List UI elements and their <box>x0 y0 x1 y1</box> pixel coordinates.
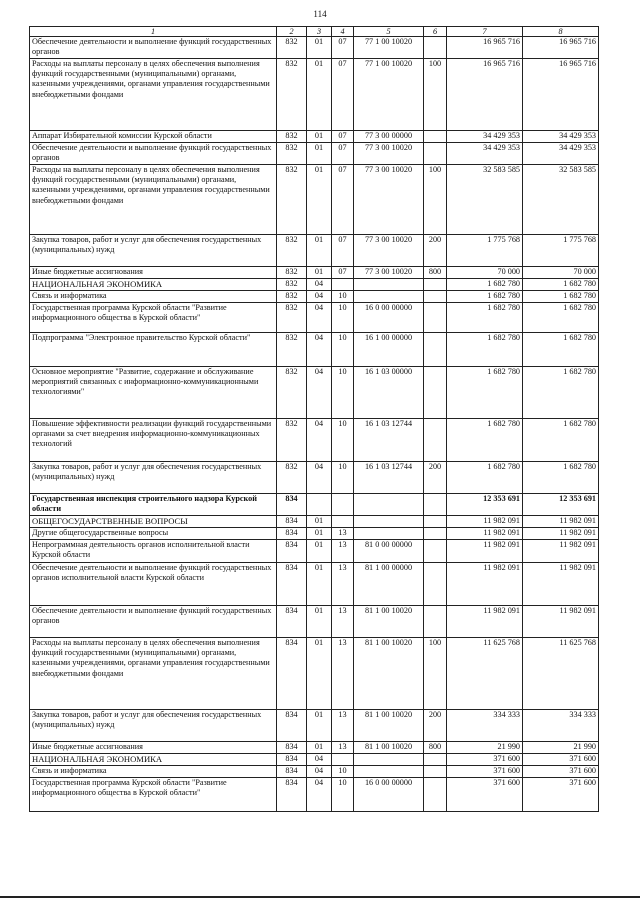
row-value-cell: 77 3 00 10020 <box>354 143 424 165</box>
row-name-cell: Расходы на выплаты персоналу в целях обеспечения выполнения функций государственными (муниципальными) органами, казенными учреждениями, органами управления государственными внебюджетными фондами <box>30 59 277 131</box>
row-value-cell: 16 1 03 12744 <box>354 419 424 462</box>
row-value-cell: 11 982 091 <box>523 563 599 606</box>
row-value-cell: 100 <box>424 165 447 235</box>
row-value-cell: 11 982 091 <box>447 540 523 563</box>
row-value-cell: 13 <box>332 540 354 563</box>
table-row <box>30 367 599 419</box>
row-value-cell: 11 982 091 <box>523 516 599 528</box>
row-value-cell <box>424 766 447 778</box>
row-name-cell: Основное мероприятие "Развитие, содержание и обслуживание мероприятий связанных с информационно-коммуникационными технологиями" <box>30 367 277 419</box>
row-value-cell: 334 333 <box>447 710 523 742</box>
row-value-cell: 81 1 00 10020 <box>354 710 424 742</box>
row-value-cell <box>354 516 424 528</box>
table-row <box>30 710 599 742</box>
row-value-cell: 77 3 00 10020 <box>354 165 424 235</box>
row-value-cell <box>424 143 447 165</box>
row-value-cell: 832 <box>277 367 307 419</box>
row-value-cell <box>354 291 424 303</box>
table-row <box>30 778 599 812</box>
row-value-cell: 04 <box>307 367 332 419</box>
row-name-cell: Обеспечение деятельности и выполнение функций государственных органов <box>30 606 277 638</box>
row-value-cell: 800 <box>424 742 447 754</box>
row-value-cell <box>424 606 447 638</box>
table-row <box>30 165 599 235</box>
row-value-cell <box>424 37 447 59</box>
row-name-cell: Аппарат Избирательной комиссии Курской области <box>30 131 277 143</box>
row-value-cell <box>332 754 354 766</box>
row-name-cell: НАЦИОНАЛЬНАЯ ЭКОНОМИКА <box>30 754 277 766</box>
table-row <box>30 540 599 563</box>
row-name-cell: НАЦИОНАЛЬНАЯ ЭКОНОМИКА <box>30 279 277 291</box>
row-value-cell: 832 <box>277 267 307 279</box>
row-value-cell: 100 <box>424 59 447 131</box>
row-value-cell: 13 <box>332 742 354 754</box>
row-value-cell: 834 <box>277 494 307 516</box>
row-value-cell: 11 982 091 <box>523 606 599 638</box>
row-value-cell: 16 965 716 <box>447 59 523 131</box>
row-value-cell: 200 <box>424 710 447 742</box>
row-value-cell: 01 <box>307 540 332 563</box>
row-value-cell: 04 <box>307 778 332 812</box>
table-row <box>30 279 599 291</box>
row-value-cell: 70 000 <box>447 267 523 279</box>
row-value-cell: 1 682 780 <box>447 291 523 303</box>
row-name-cell: Подпрограмма "Электронное правительство Курской области" <box>30 333 277 367</box>
bottom-rule <box>0 896 640 898</box>
row-value-cell: 11 982 091 <box>447 516 523 528</box>
row-value-cell: 16 965 716 <box>523 37 599 59</box>
column-header: 8 <box>523 27 599 37</box>
row-value-cell: 21 990 <box>447 742 523 754</box>
column-header: 1 <box>30 27 277 37</box>
row-value-cell <box>424 528 447 540</box>
row-value-cell: 16 1 00 00000 <box>354 333 424 367</box>
table-row <box>30 494 599 516</box>
table-row <box>30 291 599 303</box>
row-value-cell <box>354 528 424 540</box>
row-value-cell: 16 0 00 00000 <box>354 778 424 812</box>
row-value-cell <box>424 419 447 462</box>
row-value-cell: 07 <box>332 131 354 143</box>
row-value-cell <box>424 333 447 367</box>
header-row <box>30 27 599 37</box>
row-name-cell: Закупка товаров, работ и услуг для обеспечения государственных (муниципальных) нужд <box>30 462 277 494</box>
row-value-cell: 81 1 00 10020 <box>354 606 424 638</box>
row-value-cell: 832 <box>277 235 307 267</box>
row-value-cell: 832 <box>277 165 307 235</box>
table-row <box>30 462 599 494</box>
row-value-cell: 1 682 780 <box>447 333 523 367</box>
row-value-cell <box>354 494 424 516</box>
row-value-cell <box>424 516 447 528</box>
row-value-cell: 04 <box>307 333 332 367</box>
row-value-cell: 13 <box>332 710 354 742</box>
row-value-cell: 1 682 780 <box>447 367 523 419</box>
row-value-cell: 01 <box>307 235 332 267</box>
row-value-cell <box>332 494 354 516</box>
row-value-cell: 832 <box>277 333 307 367</box>
row-value-cell: 1 682 780 <box>523 462 599 494</box>
row-value-cell: 800 <box>424 267 447 279</box>
row-value-cell: 11 982 091 <box>523 528 599 540</box>
row-name-cell: Другие общегосударственные вопросы <box>30 528 277 540</box>
budget-table <box>29 26 599 812</box>
row-value-cell: 10 <box>332 303 354 333</box>
row-value-cell: 834 <box>277 563 307 606</box>
row-value-cell: 832 <box>277 462 307 494</box>
row-name-cell: Повышение эффективности реализации функций государственными органами за счет внедрения информационно-коммуникационных технологий <box>30 419 277 462</box>
row-value-cell <box>424 563 447 606</box>
row-name-cell: Иные бюджетные ассигнования <box>30 267 277 279</box>
row-value-cell: 11 625 768 <box>523 638 599 710</box>
row-value-cell: 70 000 <box>523 267 599 279</box>
table-row <box>30 563 599 606</box>
row-value-cell: 200 <box>424 235 447 267</box>
row-name-cell: Обеспечение деятельности и выполнение функций государственных органов <box>30 143 277 165</box>
row-name-cell: Государственная программа Курской области "Развитие информационного общества в Курской области" <box>30 303 277 333</box>
table-row <box>30 131 599 143</box>
row-value-cell <box>424 303 447 333</box>
row-value-cell: 832 <box>277 303 307 333</box>
row-value-cell: 16 965 716 <box>447 37 523 59</box>
row-value-cell: 1 775 768 <box>523 235 599 267</box>
row-value-cell: 11 982 091 <box>447 528 523 540</box>
row-value-cell: 10 <box>332 778 354 812</box>
table-row <box>30 37 599 59</box>
row-value-cell: 01 <box>307 267 332 279</box>
row-value-cell <box>424 279 447 291</box>
row-name-cell: Непрограммная деятельность органов исполнительной власти Курской области <box>30 540 277 563</box>
row-value-cell: 10 <box>332 291 354 303</box>
row-value-cell: 04 <box>307 462 332 494</box>
row-value-cell: 01 <box>307 563 332 606</box>
row-name-cell: Связь и информатика <box>30 766 277 778</box>
row-value-cell: 77 3 00 10020 <box>354 235 424 267</box>
row-value-cell: 371 600 <box>523 778 599 812</box>
row-name-cell: Обеспечение деятельности и выполнение функций государственных органов <box>30 37 277 59</box>
row-value-cell: 12 353 691 <box>523 494 599 516</box>
row-value-cell: 01 <box>307 638 332 710</box>
row-name-cell: Обеспечение деятельности и выполнение функций государственных органов исполнительной власти Курской области <box>30 563 277 606</box>
row-value-cell: 832 <box>277 59 307 131</box>
row-value-cell: 11 982 091 <box>447 606 523 638</box>
table-row <box>30 303 599 333</box>
row-value-cell: 34 429 353 <box>447 143 523 165</box>
row-value-cell: 07 <box>332 267 354 279</box>
row-value-cell: 100 <box>424 638 447 710</box>
row-value-cell: 13 <box>332 638 354 710</box>
row-value-cell: 01 <box>307 710 332 742</box>
row-value-cell: 10 <box>332 766 354 778</box>
row-value-cell: 334 333 <box>523 710 599 742</box>
row-name-cell: Расходы на выплаты персоналу в целях обеспечения выполнения функций государственными (муниципальными) органами, казенными учреждениями, органами управления государственными внебюджетными фондами <box>30 165 277 235</box>
row-value-cell: 16 0 00 00000 <box>354 303 424 333</box>
page-number: 114 <box>313 9 327 19</box>
table-row <box>30 235 599 267</box>
row-name-cell: Государственная программа Курской области "Развитие информационного общества в Курской области" <box>30 778 277 812</box>
row-value-cell: 12 353 691 <box>447 494 523 516</box>
row-value-cell: 832 <box>277 419 307 462</box>
row-value-cell: 834 <box>277 742 307 754</box>
row-value-cell: 04 <box>307 303 332 333</box>
row-value-cell: 10 <box>332 367 354 419</box>
row-value-cell: 10 <box>332 333 354 367</box>
row-value-cell: 832 <box>277 291 307 303</box>
row-name-cell: Закупка товаров, работ и услуг для обеспечения государственных (муниципальных) нужд <box>30 235 277 267</box>
table-row <box>30 638 599 710</box>
row-value-cell: 16 1 03 12744 <box>354 462 424 494</box>
table-row <box>30 267 599 279</box>
table-row <box>30 143 599 165</box>
row-value-cell: 10 <box>332 462 354 494</box>
row-value-cell: 07 <box>332 165 354 235</box>
row-value-cell: 834 <box>277 528 307 540</box>
table-row <box>30 419 599 462</box>
row-value-cell: 11 982 091 <box>523 540 599 563</box>
row-value-cell: 01 <box>307 606 332 638</box>
column-header: 7 <box>447 27 523 37</box>
table-row <box>30 516 599 528</box>
row-value-cell <box>424 131 447 143</box>
row-value-cell: 81 1 00 10020 <box>354 638 424 710</box>
row-value-cell: 34 429 353 <box>523 143 599 165</box>
row-value-cell: 371 600 <box>447 778 523 812</box>
row-value-cell: 04 <box>307 279 332 291</box>
row-value-cell: 01 <box>307 59 332 131</box>
row-value-cell: 34 429 353 <box>447 131 523 143</box>
row-value-cell: 01 <box>307 37 332 59</box>
row-value-cell <box>332 516 354 528</box>
row-value-cell: 34 429 353 <box>523 131 599 143</box>
row-value-cell: 04 <box>307 291 332 303</box>
row-value-cell <box>424 494 447 516</box>
row-name-cell: Государственная инспекция строительного надзора Курской области <box>30 494 277 516</box>
row-value-cell <box>354 766 424 778</box>
row-value-cell: 77 3 00 10020 <box>354 267 424 279</box>
row-value-cell: 13 <box>332 528 354 540</box>
row-value-cell: 01 <box>307 742 332 754</box>
row-value-cell: 1 682 780 <box>447 279 523 291</box>
row-value-cell: 07 <box>332 59 354 131</box>
column-header: 2 <box>277 27 307 37</box>
table-row <box>30 333 599 367</box>
column-header: 4 <box>332 27 354 37</box>
column-header: 6 <box>424 27 447 37</box>
row-value-cell <box>424 540 447 563</box>
row-value-cell: 371 600 <box>523 766 599 778</box>
row-value-cell: 834 <box>277 516 307 528</box>
row-value-cell: 1 682 780 <box>447 419 523 462</box>
row-value-cell: 07 <box>332 143 354 165</box>
row-value-cell <box>424 754 447 766</box>
row-value-cell: 1 682 780 <box>523 419 599 462</box>
row-value-cell: 07 <box>332 235 354 267</box>
row-value-cell: 77 1 00 10020 <box>354 59 424 131</box>
row-value-cell: 834 <box>277 710 307 742</box>
row-value-cell <box>424 367 447 419</box>
row-value-cell: 13 <box>332 563 354 606</box>
row-value-cell: 01 <box>307 165 332 235</box>
row-value-cell: 13 <box>332 606 354 638</box>
row-value-cell: 371 600 <box>447 766 523 778</box>
table-row <box>30 59 599 131</box>
row-value-cell: 834 <box>277 606 307 638</box>
row-value-cell: 1 682 780 <box>447 462 523 494</box>
row-value-cell <box>354 279 424 291</box>
row-value-cell: 834 <box>277 754 307 766</box>
row-value-cell: 832 <box>277 131 307 143</box>
row-value-cell: 1 682 780 <box>523 279 599 291</box>
row-value-cell: 10 <box>332 419 354 462</box>
row-value-cell: 21 990 <box>523 742 599 754</box>
row-name-cell: Расходы на выплаты персоналу в целях обеспечения выполнения функций государственными (муниципальными) органами, казенными учреждениями, органами управления государственными внебюджетными фондами <box>30 638 277 710</box>
row-value-cell: 04 <box>307 419 332 462</box>
row-value-cell: 81 0 00 00000 <box>354 540 424 563</box>
row-value-cell: 832 <box>277 279 307 291</box>
row-value-cell: 1 682 780 <box>447 303 523 333</box>
row-value-cell: 07 <box>332 37 354 59</box>
row-name-cell: Связь и информатика <box>30 291 277 303</box>
row-value-cell <box>424 291 447 303</box>
row-value-cell: 834 <box>277 766 307 778</box>
table-row <box>30 766 599 778</box>
column-header: 3 <box>307 27 332 37</box>
row-value-cell: 834 <box>277 778 307 812</box>
row-value-cell: 834 <box>277 540 307 563</box>
row-value-cell: 04 <box>307 766 332 778</box>
row-value-cell: 16 965 716 <box>523 59 599 131</box>
row-value-cell: 1 682 780 <box>523 333 599 367</box>
row-value-cell: 01 <box>307 131 332 143</box>
row-value-cell: 01 <box>307 528 332 540</box>
row-value-cell: 200 <box>424 462 447 494</box>
row-value-cell: 01 <box>307 516 332 528</box>
row-value-cell: 1 682 780 <box>523 291 599 303</box>
table-row <box>30 606 599 638</box>
row-value-cell: 1 682 780 <box>523 303 599 333</box>
row-name-cell: Иные бюджетные ассигнования <box>30 742 277 754</box>
row-value-cell: 1 682 780 <box>523 367 599 419</box>
row-name-cell: ОБЩЕГОСУДАРСТВЕННЫЕ ВОПРОСЫ <box>30 516 277 528</box>
table-row <box>30 528 599 540</box>
row-name-cell: Закупка товаров, работ и услуг для обеспечения государственных (муниципальных) нужд <box>30 710 277 742</box>
table-row <box>30 742 599 754</box>
row-value-cell <box>307 494 332 516</box>
row-value-cell: 371 600 <box>523 754 599 766</box>
row-value-cell: 77 3 00 00000 <box>354 131 424 143</box>
row-value-cell: 1 775 768 <box>447 235 523 267</box>
row-value-cell: 81 1 00 10020 <box>354 742 424 754</box>
row-value-cell: 32 583 585 <box>523 165 599 235</box>
row-value-cell: 371 600 <box>447 754 523 766</box>
row-value-cell <box>332 279 354 291</box>
row-value-cell: 04 <box>307 754 332 766</box>
row-value-cell: 32 583 585 <box>447 165 523 235</box>
row-value-cell: 16 1 03 00000 <box>354 367 424 419</box>
row-value-cell <box>424 778 447 812</box>
column-header: 5 <box>354 27 424 37</box>
row-value-cell: 11 982 091 <box>447 563 523 606</box>
row-value-cell: 11 625 768 <box>447 638 523 710</box>
row-value-cell: 832 <box>277 37 307 59</box>
row-value-cell: 834 <box>277 638 307 710</box>
table-row <box>30 754 599 766</box>
row-value-cell: 81 1 00 00000 <box>354 563 424 606</box>
row-value-cell <box>354 754 424 766</box>
row-value-cell: 832 <box>277 143 307 165</box>
table-body <box>30 27 599 812</box>
row-value-cell: 77 1 00 10020 <box>354 37 424 59</box>
row-value-cell: 01 <box>307 143 332 165</box>
